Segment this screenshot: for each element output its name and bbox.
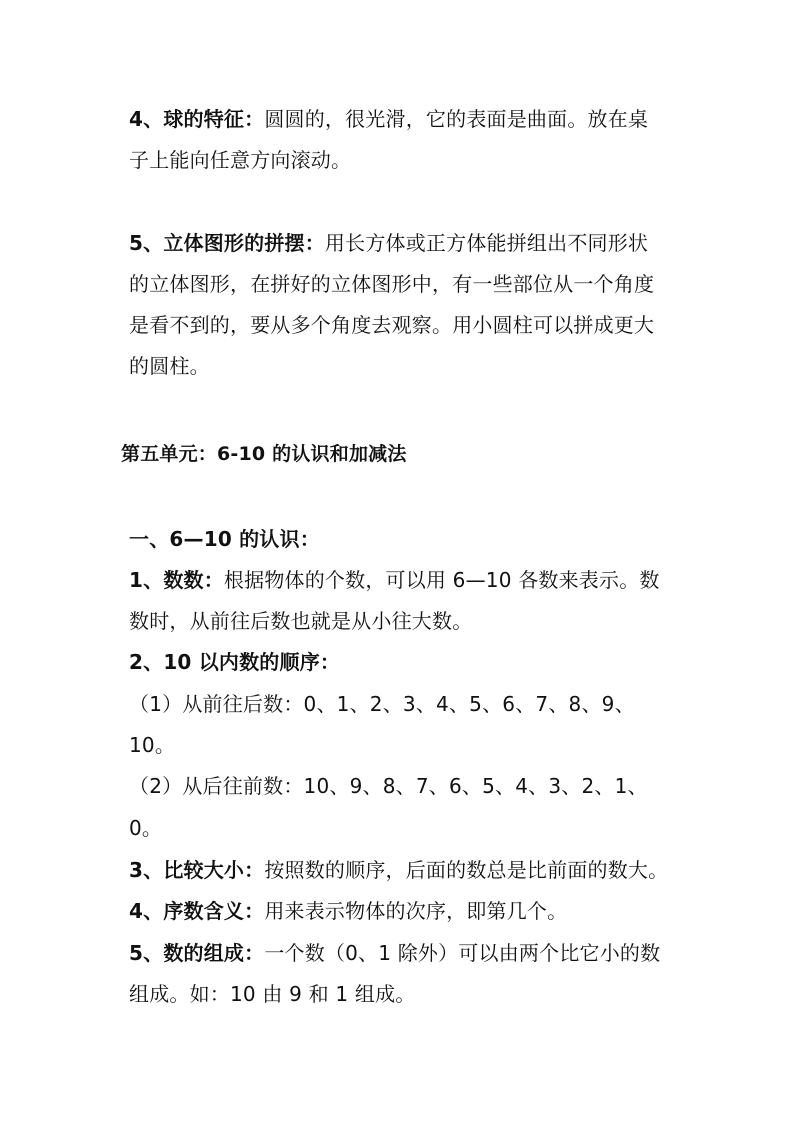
item2-label: 2、10 以内数的顺序： xyxy=(129,650,341,674)
item4-line xyxy=(129,897,689,925)
section4-line2: 子上能向任意方向滚动。 xyxy=(129,148,352,172)
item2-sub2-line2: 0。 xyxy=(129,816,163,840)
item1-line1 xyxy=(129,566,689,594)
item5-label: 5、数的组成： xyxy=(129,941,265,965)
section5-label: 5、立体图形的拼摆： xyxy=(129,231,325,255)
item5-text: 一个数（0、1 除外）可以由两个比它小的数 xyxy=(264,941,661,965)
item5-line1 xyxy=(129,939,689,967)
section5-text: 用长方体或正方体能拼组出不同形状 xyxy=(324,231,649,255)
item1-label: 1、数数： xyxy=(129,568,224,592)
item1-text: 根据物体的个数，可以用 6—10 各数来表示。数 xyxy=(223,568,660,592)
unit-heading: 第五单元：6-10 的认识和加减法 xyxy=(121,443,407,465)
section4-label: 4、球的特征： xyxy=(129,107,265,131)
item2-sub1-line1: （1）从前往后数：0、1、2、3、4、5、6、7、8、9、 xyxy=(129,692,635,716)
section4-line1 xyxy=(129,105,689,133)
item1-line2: 数时，从前往后数也就是从小往大数。 xyxy=(129,609,473,633)
section5-line1 xyxy=(129,229,689,257)
section5-line4: 的圆柱。 xyxy=(129,354,210,378)
section5-line2: 的立体图形，在拼好的立体图形中，有一些部位从一个角度 xyxy=(129,272,655,296)
part1-heading: 一、6—10 的认识： xyxy=(129,527,320,551)
section4-text: 圆圆的，很光滑，它的表面是曲面。放在桌 xyxy=(264,107,649,131)
item3-text: 按照数的顺序，后面的数总是比前面的数大。 xyxy=(264,858,669,882)
section5-line3: 是看不到的，要从多个角度去观察。用小圆柱可以拼成更大 xyxy=(129,313,655,337)
item2-sub2-line1: （2）从后往前数：10、9、8、7、6、5、4、3、2、1、 xyxy=(129,774,648,798)
item5-line2: 组成。如：10 由 9 和 1 组成。 xyxy=(129,982,416,1006)
item4-label: 4、序数含义： xyxy=(129,899,265,923)
item3-line xyxy=(129,856,689,884)
item3-label: 3、比较大小： xyxy=(129,858,265,882)
item2-sub1-line2: 10。 xyxy=(129,733,176,757)
item4-text: 用来表示物体的次序，即第几个。 xyxy=(264,899,568,923)
